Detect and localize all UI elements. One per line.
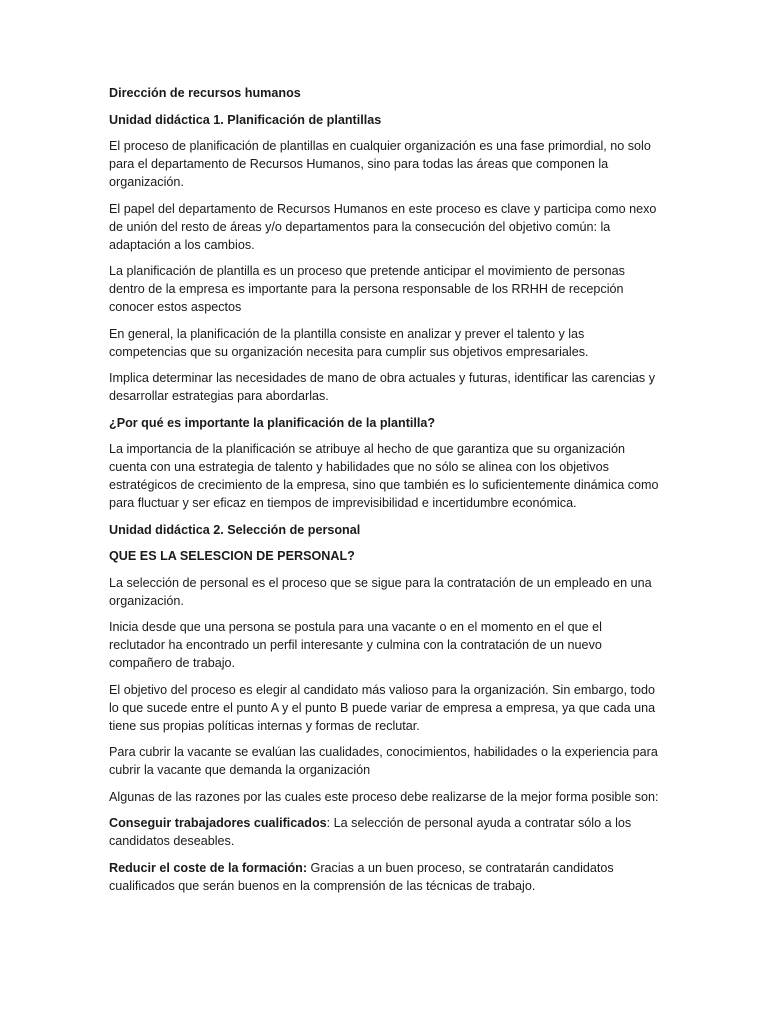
paragraph: Implica determinar las necesidades de mano de obra actuales y futuras, identificar las carencias y desarrollar estrategias para abordarlas. <box>109 371 656 403</box>
paragraph: El papel del departamento de Recursos Humanos en este proceso es clave y participa como nexo de unión del resto de áreas y/o departamentos para la consecución del objetivo común: la adaptación a los cambios. <box>109 201 657 252</box>
unit-2-heading: Unidad didáctica 2. Selección de personal <box>109 522 361 537</box>
paragraph: La planificación de plantilla es un proceso que pretende anticipar el movimiento de personas dentro de la empresa es importante para la persona responsable de los RRHH de recepción conocer estos aspectos <box>109 264 625 314</box>
reason-label: Reducir el coste de la formación: <box>109 860 308 875</box>
paragraph: El proceso de planificación de plantillas en cualquier organización es una fase primordial, no solo para el departamento de Recursos Humanos, sino para todas las áreas que componen la organización. <box>109 139 651 189</box>
paragraph: Inicia desde que una persona se postula para una vacante o en el momento en el que el reclutador ha encontrado un perfil interesante y culmina con la contratación de un nuevo compañero de trabajo. <box>109 620 602 670</box>
reason-text: Gracias a un buen proceso, se contratarán candidatos cualificados que serán buenos en la comprensión de las técnicas de trabajo. <box>109 860 614 893</box>
document-page <box>109 84 659 903</box>
reason-paragraph <box>109 814 659 850</box>
paragraph: El objetivo del proceso es elegir al candidato más valioso para la organización. Sin embargo, todo lo que sucede entre el punto A y el punto B puede variar de empresa a empresa, ya que cada una tiene sus propias políticas internas y formas de reclutar. <box>109 682 656 733</box>
paragraph: La selección de personal es el proceso que se sigue para la contratación de un empleado en una organización. <box>109 575 652 608</box>
unit-1-heading: Unidad didáctica 1. Planificación de plantillas <box>109 112 382 127</box>
paragraph: La importancia de la planificación se atribuye al hecho de que garantiza que su organización cuenta con una estrategia de talento y habilidades que no sólo se alinea con los objetivos estratégicos de crecimiento de la empresa, sino que también es lo suficientemente dinámica como para fluctuar y ser eficaz en tiempos de imprevisibilidad e incertidumbre económica. <box>109 442 659 510</box>
reason-label: Conseguir trabajadores cualificados <box>109 816 327 830</box>
question-heading: QUE ES LA SELESCION DE PERSONAL? <box>109 549 355 563</box>
paragraph: Algunas de las razones por las cuales este proceso debe realizarse de la mejor forma posible son: <box>109 789 659 804</box>
paragraph: En general, la planificación de la plantilla consiste en analizar y prever el talento y las competencias que su organización necesita para cumplir sus objetivos empresariales. <box>109 326 589 359</box>
paragraph: Para cubrir la vacante se evalúan las cualidades, conocimientos, habilidades o la experiencia para cubrir la vacante que demanda la organización <box>109 745 658 777</box>
question-heading: ¿Por qué es importante la planificación de la plantilla? <box>109 415 436 430</box>
document-title: Dirección de recursos humanos <box>109 86 301 100</box>
reason-paragraph <box>109 859 659 895</box>
reason-text: : La selección de personal ayuda a contratar sólo a los candidatos deseables. <box>109 816 632 848</box>
